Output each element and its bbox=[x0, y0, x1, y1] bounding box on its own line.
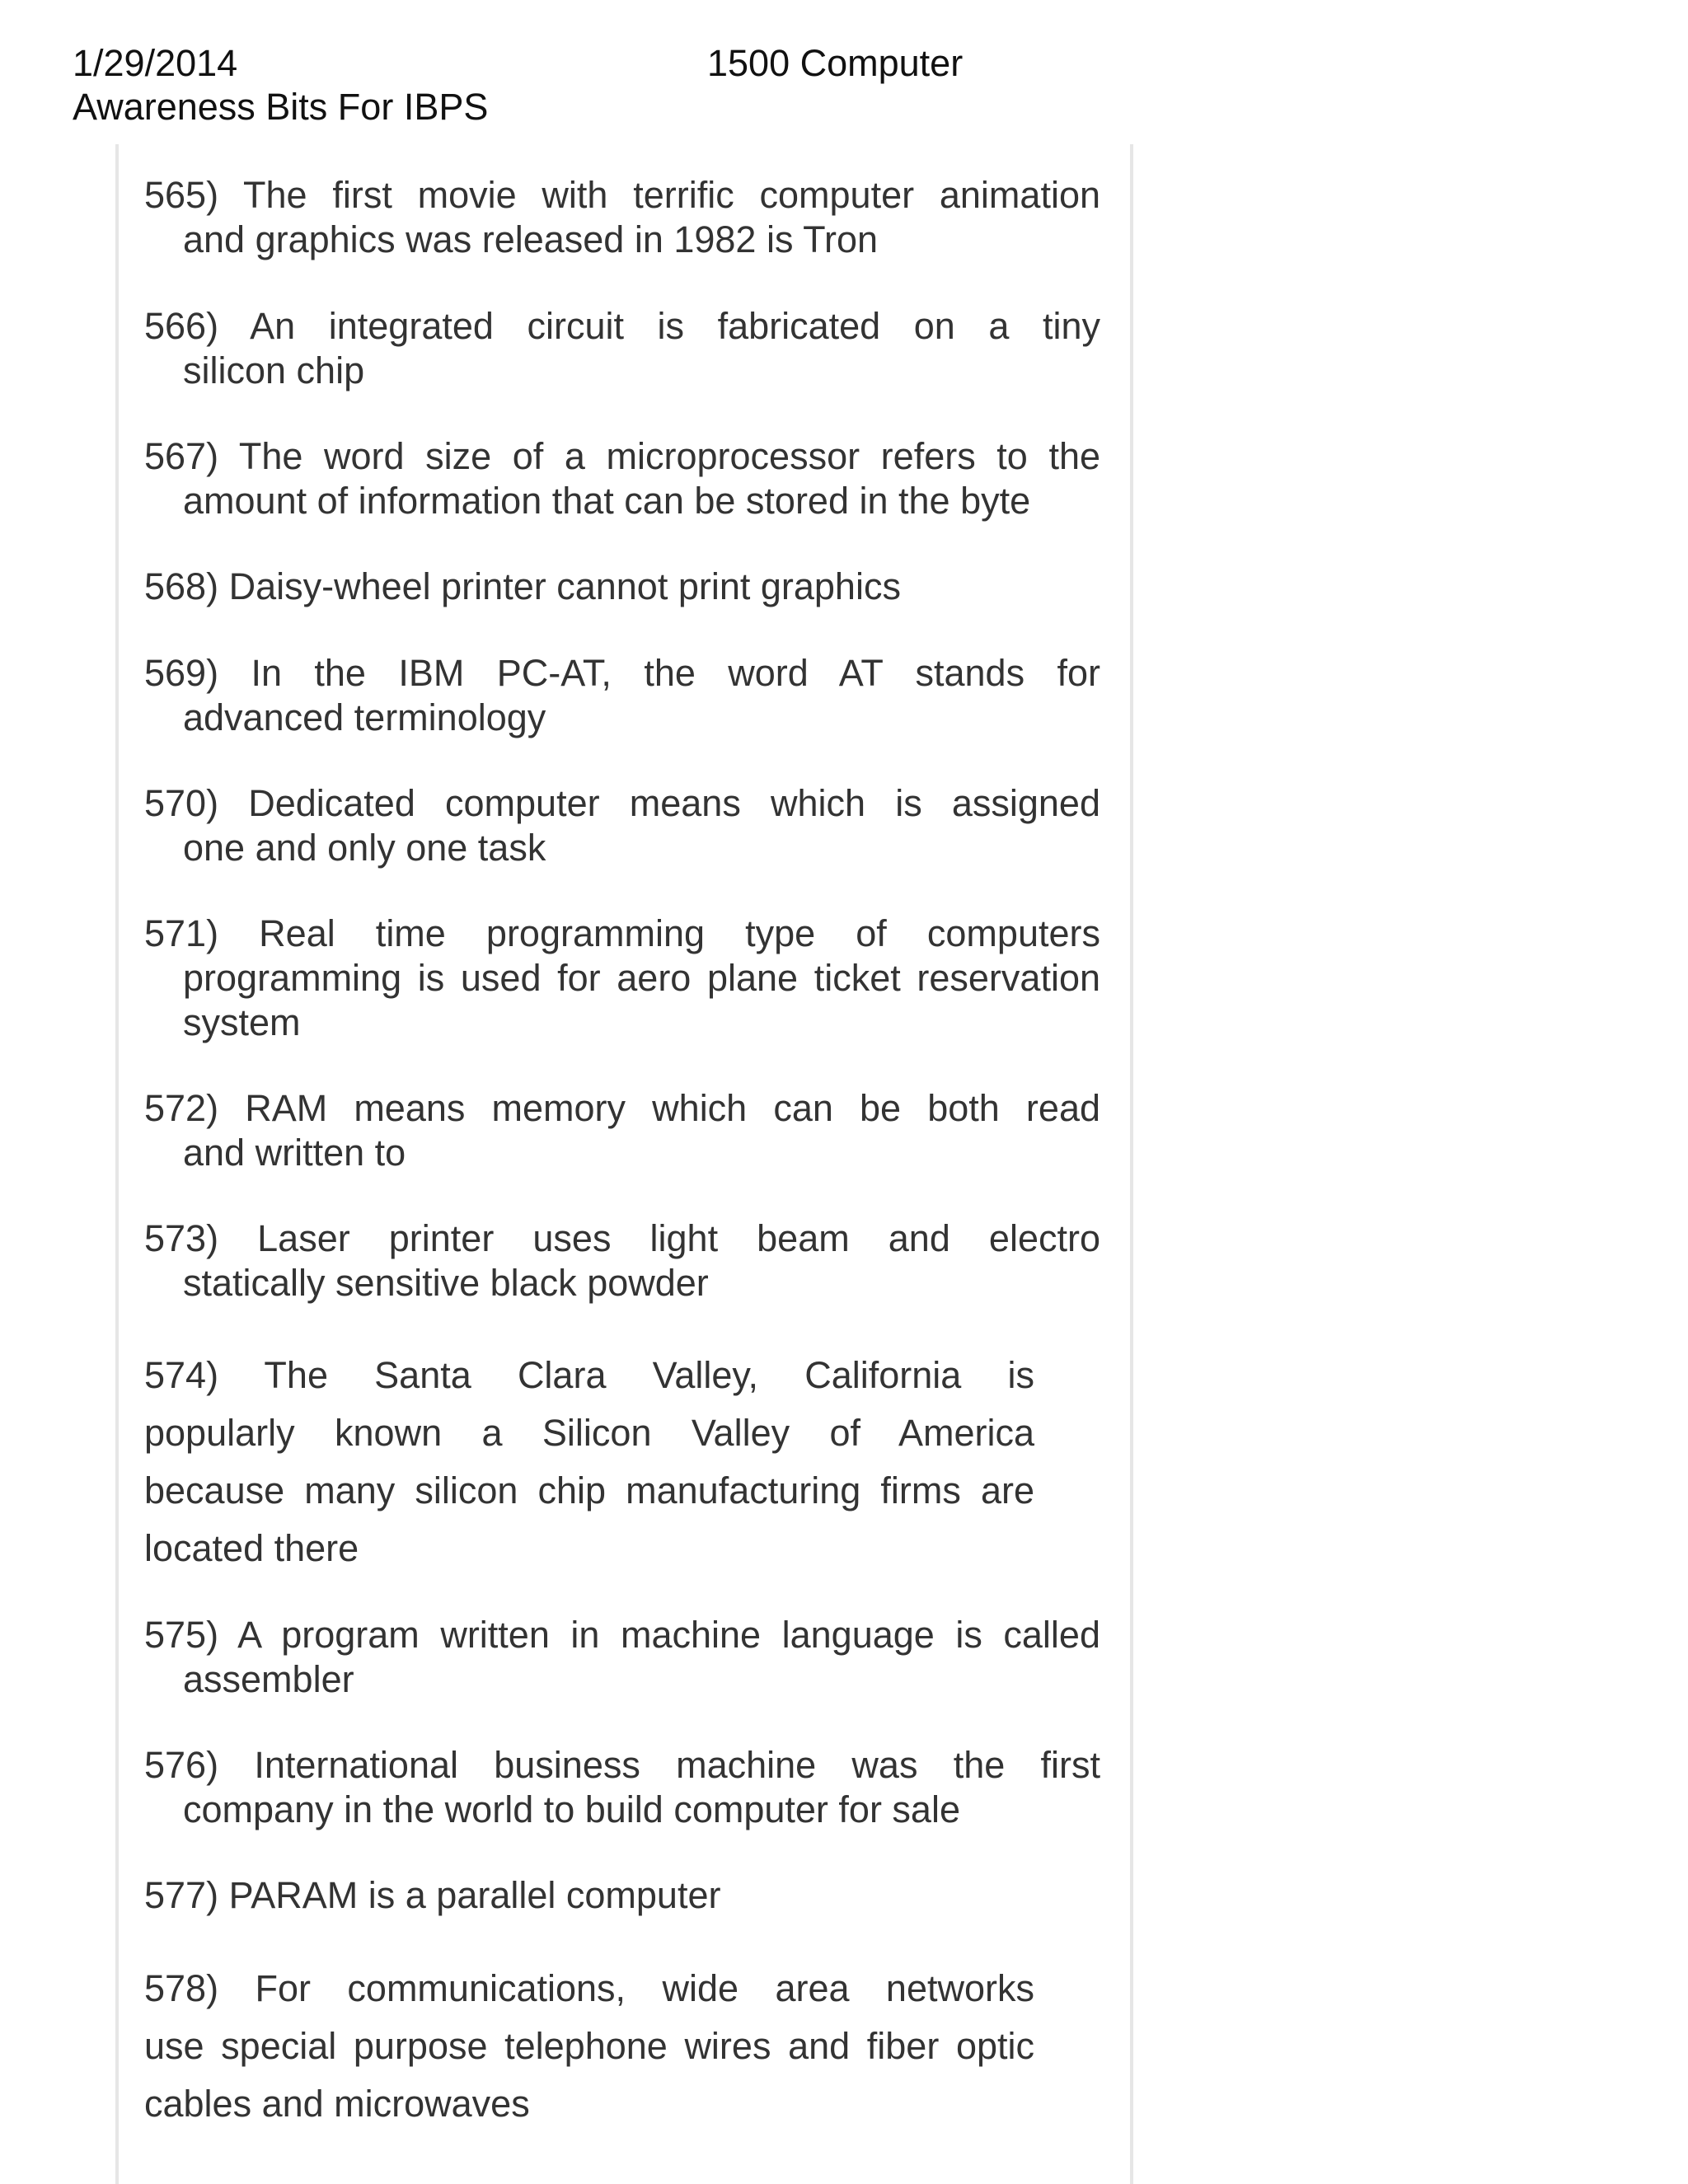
item-line: and written to bbox=[183, 1132, 406, 1174]
item-line: 566) An integrated circuit is fabricated on a tiny bbox=[144, 305, 1100, 347]
item-line: 565) The first movie with terrific computer animation bbox=[144, 174, 1100, 216]
item-line: one and only one task bbox=[183, 827, 546, 869]
header-subtitle: Awareness Bits For IBPS bbox=[73, 86, 489, 128]
list-item bbox=[144, 651, 1100, 740]
item-line: 573) Laser printer uses light beam and electro bbox=[144, 1217, 1100, 1259]
item-line: and graphics was released in 1982 is Tron bbox=[183, 218, 879, 260]
item-line: located there bbox=[144, 1527, 359, 1569]
item-line: company in the world to build computer for sale bbox=[183, 1788, 960, 1830]
item-line: 572) RAM means memory which can be both read bbox=[144, 1087, 1100, 1129]
item-line: 568) Daisy-wheel printer cannot print graphics bbox=[144, 565, 901, 607]
item-line: 567) The word size of a microprocessor refers to the bbox=[144, 435, 1100, 477]
item-line: 578) For communications, wide area networks bbox=[144, 1967, 1034, 2009]
item-line: because many silicon chip manufacturing firms are bbox=[144, 1469, 1034, 1511]
item-line: programming is used for aero plane ticket reservation bbox=[183, 957, 1100, 999]
item-line: 570) Dedicated computer means which is assigned bbox=[144, 782, 1100, 824]
list-item bbox=[144, 1216, 1100, 1305]
list-item bbox=[144, 434, 1100, 523]
list-item bbox=[144, 1613, 1100, 1702]
item-line: statically sensitive black powder bbox=[183, 1262, 709, 1304]
item-line: 574) The Santa Clara Valley, California is bbox=[144, 1354, 1034, 1396]
list-item bbox=[144, 1086, 1100, 1175]
item-line: cables and microwaves bbox=[144, 2083, 530, 2125]
item-line: 577) PARAM is a parallel computer bbox=[144, 1874, 721, 1916]
item-line: amount of information that can be stored in the byte bbox=[183, 480, 1031, 522]
item-line: 575) A program written in machine language is called bbox=[144, 1614, 1100, 1656]
list-item bbox=[144, 912, 1100, 1045]
list-item bbox=[144, 173, 1100, 262]
header-date: 1/29/2014 bbox=[73, 42, 238, 84]
item-line: 571) Real time programming type of computers bbox=[144, 912, 1100, 954]
list-item bbox=[144, 781, 1100, 870]
list-item bbox=[144, 304, 1100, 393]
item-line: advanced terminology bbox=[183, 696, 546, 738]
list-item bbox=[144, 1960, 1034, 2133]
item-line: 576) International business machine was the first bbox=[144, 1744, 1100, 1786]
list-item bbox=[144, 565, 1100, 609]
list-item bbox=[144, 1873, 1100, 1918]
item-line: silicon chip bbox=[183, 349, 365, 391]
item-line: use special purpose telephone wires and fiber optic bbox=[144, 2025, 1034, 2067]
list-item bbox=[144, 1347, 1034, 1577]
item-line: 569) In the IBM PC-AT, the word AT stands for bbox=[144, 652, 1100, 694]
list-item bbox=[144, 1743, 1100, 1832]
header-title: 1500 Computer bbox=[707, 42, 964, 84]
item-line: assembler bbox=[183, 1658, 354, 1700]
item-line: system bbox=[183, 1001, 301, 1043]
item-line: popularly known a Silicon Valley of America bbox=[144, 1412, 1034, 1454]
